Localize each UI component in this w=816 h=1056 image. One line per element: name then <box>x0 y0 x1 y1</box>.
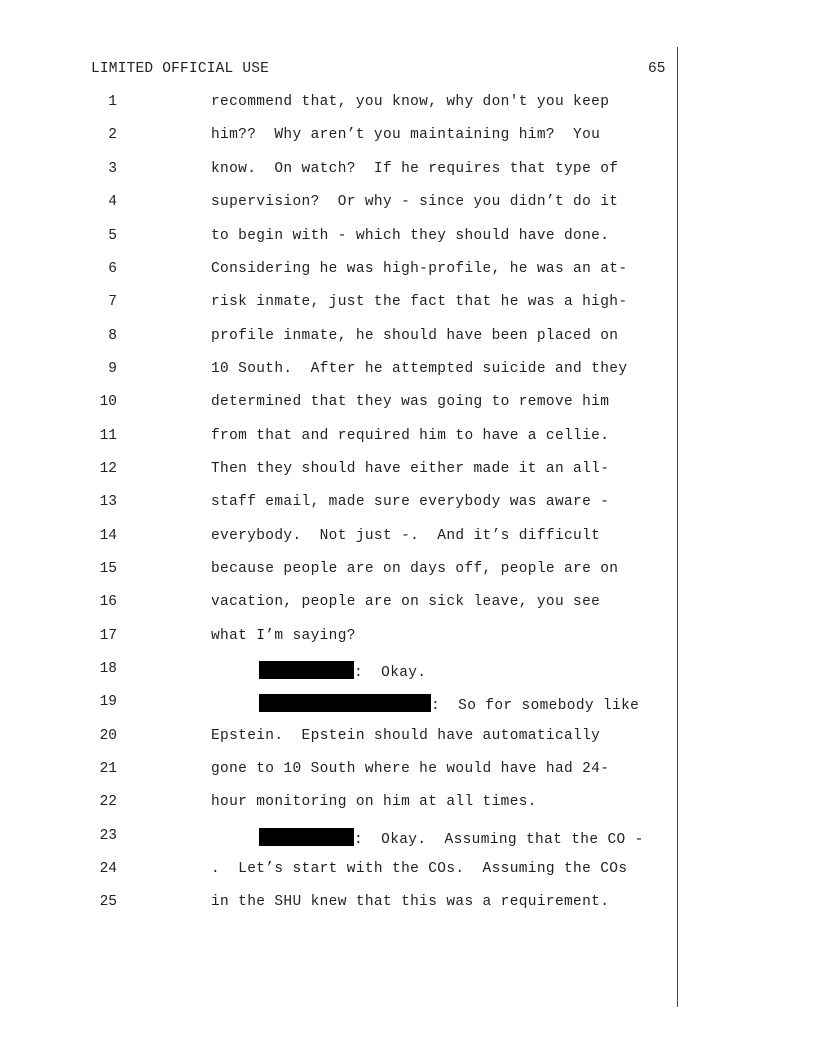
line-text: : Okay. <box>354 665 427 681</box>
line-text: determined that they was going to remove him <box>211 394 610 410</box>
line-number: 4 <box>108 194 117 210</box>
transcript-line <box>0 528 816 548</box>
line-number: 24 <box>99 861 117 877</box>
line-text: because people are on days off, people are on <box>211 561 619 577</box>
line-number: 8 <box>108 328 117 344</box>
line-number: 23 <box>99 828 117 844</box>
transcript-line <box>0 761 816 781</box>
line-number: 19 <box>99 694 117 710</box>
transcript-line <box>0 628 816 648</box>
line-text: : Okay. Assuming that the CO - <box>354 832 644 848</box>
transcript-line <box>0 94 816 114</box>
line-number: 1 <box>108 94 117 110</box>
line-number: 6 <box>108 261 117 277</box>
line-text: everybody. Not just -. And it’s difficult <box>211 528 601 544</box>
transcript-line <box>0 494 816 514</box>
transcript-line <box>0 394 816 414</box>
line-text: Then they should have either made it an all- <box>211 461 610 477</box>
transcript-line <box>0 161 816 181</box>
line-number: 21 <box>99 761 117 777</box>
transcript-line <box>0 361 816 381</box>
line-text: Epstein. Epstein should have automatically <box>211 728 601 744</box>
line-text: recommend that, you know, why don't you keep <box>211 94 610 110</box>
transcript-line <box>0 561 816 581</box>
redaction-bar <box>259 661 354 679</box>
line-number: 14 <box>99 528 117 544</box>
page-header-classification: LIMITED OFFICIAL USE <box>91 61 270 77</box>
line-text: Considering he was high-profile, he was an at- <box>211 261 628 277</box>
line-text: gone to 10 South where he would have had 24- <box>211 761 610 777</box>
speaker-line <box>259 661 426 681</box>
line-text: know. On watch? If he requires that type of <box>211 161 619 177</box>
transcript-line <box>0 294 816 314</box>
speaker-line <box>259 828 644 848</box>
line-text: profile inmate, he should have been placed on <box>211 328 619 344</box>
transcript-line <box>0 127 816 147</box>
line-number: 5 <box>108 228 117 244</box>
line-number: 16 <box>99 594 117 610</box>
page-number: 65 <box>648 61 666 77</box>
line-text: him?? Why aren’t you maintaining him? You <box>211 127 601 143</box>
line-text: staff email, made sure everybody was aware - <box>211 494 610 510</box>
line-number: 2 <box>108 127 117 143</box>
line-number: 20 <box>99 728 117 744</box>
line-number: 13 <box>99 494 117 510</box>
speaker-line <box>259 694 639 714</box>
redaction-bar <box>259 694 431 712</box>
line-number: 15 <box>99 561 117 577</box>
line-text: : So for somebody like <box>431 698 640 714</box>
transcript-line <box>0 794 816 814</box>
transcript-line <box>0 594 816 614</box>
line-number: 12 <box>99 461 117 477</box>
transcript-line <box>0 328 816 348</box>
line-number: 7 <box>108 294 117 310</box>
redaction-bar <box>259 828 354 846</box>
line-text: what I’m saying? <box>211 628 356 644</box>
line-number: 3 <box>108 161 117 177</box>
line-number: 25 <box>99 894 117 910</box>
transcript-line <box>0 894 816 914</box>
transcript-line <box>0 728 816 748</box>
transcript-line <box>0 228 816 248</box>
line-text: supervision? Or why - since you didn’t do it <box>211 194 619 210</box>
line-text: risk inmate, just the fact that he was a high- <box>211 294 628 310</box>
line-number: 11 <box>99 428 117 444</box>
line-text: to begin with - which they should have done. <box>211 228 610 244</box>
transcript-line <box>0 694 816 714</box>
line-text: vacation, people are on sick leave, you see <box>211 594 601 610</box>
transcript-line <box>0 428 816 448</box>
transcript-line <box>0 261 816 281</box>
line-number: 17 <box>99 628 117 644</box>
transcript-line <box>0 661 816 681</box>
line-text: . Let’s start with the COs. Assuming the COs <box>211 861 628 877</box>
transcript-line <box>0 194 816 214</box>
line-number: 18 <box>99 661 117 677</box>
line-text: in the SHU knew that this was a requirement. <box>211 894 610 910</box>
transcript-line <box>0 461 816 481</box>
line-number: 22 <box>99 794 117 810</box>
line-text: from that and required him to have a cellie. <box>211 428 610 444</box>
transcript-line <box>0 861 816 881</box>
line-text: 10 South. After he attempted suicide and they <box>211 361 628 377</box>
line-number: 9 <box>108 361 117 377</box>
transcript-line <box>0 828 816 848</box>
line-text: hour monitoring on him at all times. <box>211 794 537 810</box>
line-number: 10 <box>99 394 117 410</box>
